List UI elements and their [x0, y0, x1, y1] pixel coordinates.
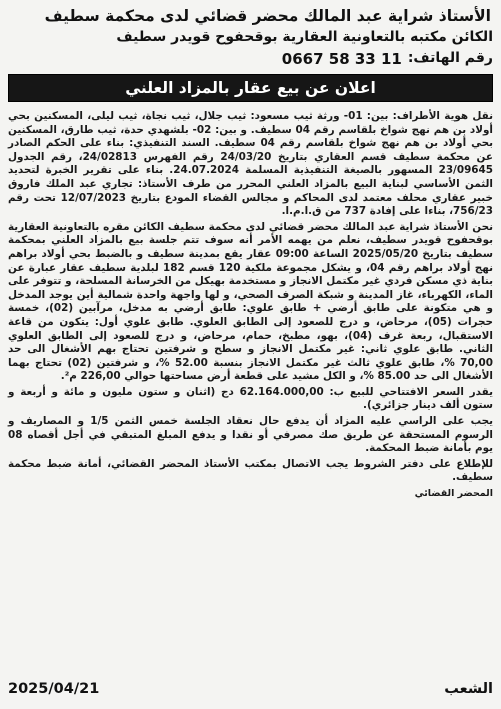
phone-row — [8, 48, 493, 69]
signature: المحضر القضائي — [414, 488, 493, 500]
header — [8, 6, 493, 69]
office-address-line: الكائن مكتبه بالتعاونية العقارية بوقحفوح قويدر سطيف — [116, 29, 493, 45]
footer — [8, 681, 493, 697]
phone-label: رقم الهاتف: — [407, 50, 493, 66]
announcement-body — [8, 110, 493, 501]
announcement-title-banner: اعلان عن بيع عقار بالمزاد العلني — [8, 74, 493, 102]
publication-date: 2025/04/21 — [8, 681, 100, 697]
sale-details-paragraph: نحن الأستاذ شراية عبد المالك محضر قضائي لدى محكمة سطيف الكائن مقره بالتعاونية العقارية بوقحفوح قويدر سطيف، نعلم من يهمه الأمر أنه سوف تتم جلسة بيع بالمزاد العلني بمحكمة سطيف بتاريخ 2025/05/20 الساعة 09:00 عقار يقع بمدينة سطيف و بالضبط بحي أولاد براهم نهج أولاد براهم رقم 04، و يشكل مجموعة ملكية 120 قسم 182 لبلدية سطيف عقار عبارة عن بناية ذي مسكن فردي غير مكتمل الانجاز و مستخدمة بهيكل من الخرسانة المسلحة، و تتوفر على الماء، الكهرباء، غاز المدينة و شبكة الصرف الصحي، و لها واجهة واحدة شمالية أين يوجد المدخل و هي متكونة على طابق أرضي + طابق علوي: طابق أرضي به مدخل، مرآبين (02)، خمسة حجرات (05)، مرحاض، و درج للصعود إلى الطابق العلوي. طابق علوي أول: يتكون من قاعة الاستقبال، ربعة غرف (04)، بهو، مطبخ، حمام، مرحاض، و درج للصعود إلى الطابق العلوي الثاني. طابق علوي ثاني: غير مكتمل الانجاز و سطح و شرفتين تحتاج بهم الأشغال الى حد 70,00 %، طابق علوي ثالث غير مكتمل الانجاز بنسبة 52.00 %، و شرفتين (02) تحتاج بهما الأشغال الى حد 85.00 %، و الكل مشيد على قطعة أرض مساحتها حوالي 226,00 م². — [8, 220, 494, 383]
payment-terms-paragraph: يجب على الراسي عليه المزاد أن يدفع حال نعقاد الجلسة خمس الثمن 1/5 و المصاريف و الرسوم المستحقة عن طريق صك مصرفي أو نقدا و يدفع المبلغ المتبقي في أجل أقصاه 08 يوم بأمانة ضبط المحكمة. — [8, 415, 493, 455]
newspaper-name: الشعب — [444, 681, 493, 697]
parties-paragraph: نقل هوية الأطراف: بين: 01- ورثة ثيب مسعود: ثيب جلال، ثيب نجاة، ثيب ليلى، المسكنين بحي أولاد بن هم نهج شواخ بلقاسم رقم 04 سطيف. و بين: 02- بلشهدي حدة، ثيب طارق، المسكنين بحي أولاد بن هم نهج شواخ بلقاسم رقم 04 سطيف. السند التنفيذي: بناء على الحكم الصادر عن محكمة سطيف قسم العقاري بتاريخ 24/03/20 رقم الفهرس 24/02813، رقم الجدول 23/09645 المسهور بالصيغة التنفيذية المسلمة 24.07.2024. بناء على تقرير الخبرة لتحديد الثمن الأساسي لبناية البيع بالمزاد العلني المحرر من طرف الأستاذ: تجاري عبد الملك فاروق خبير عقاري محلف معتمد لدى المحاكم و مجالس القضاء المودع بتاريخ 12/07/2023 تحت رقم 756/23، بناءا على إفادة 737 من ق.ا.م.ا. — [8, 110, 494, 218]
bailiff-name-line: الأستاذ شراية عبد المالك محضر قضائي لدى محكمة سطيف — [44, 7, 491, 25]
opening-price-paragraph: يقدر السعر الافتتاحي للبيع ب: 62.164.000,00 دج (اثنان و ستون مليون و مائة و أربعة و ستون ألف دينار جزائري). — [8, 385, 493, 412]
phone-number: 0667 58 33 11 — [281, 49, 402, 68]
conditions-paragraph: للإطلاع على دفتر الشروط يجب الاتصال بمكتب الأستاذ المحضر القضائي، أمانة ضبط محكمة سطيف. — [8, 457, 493, 484]
